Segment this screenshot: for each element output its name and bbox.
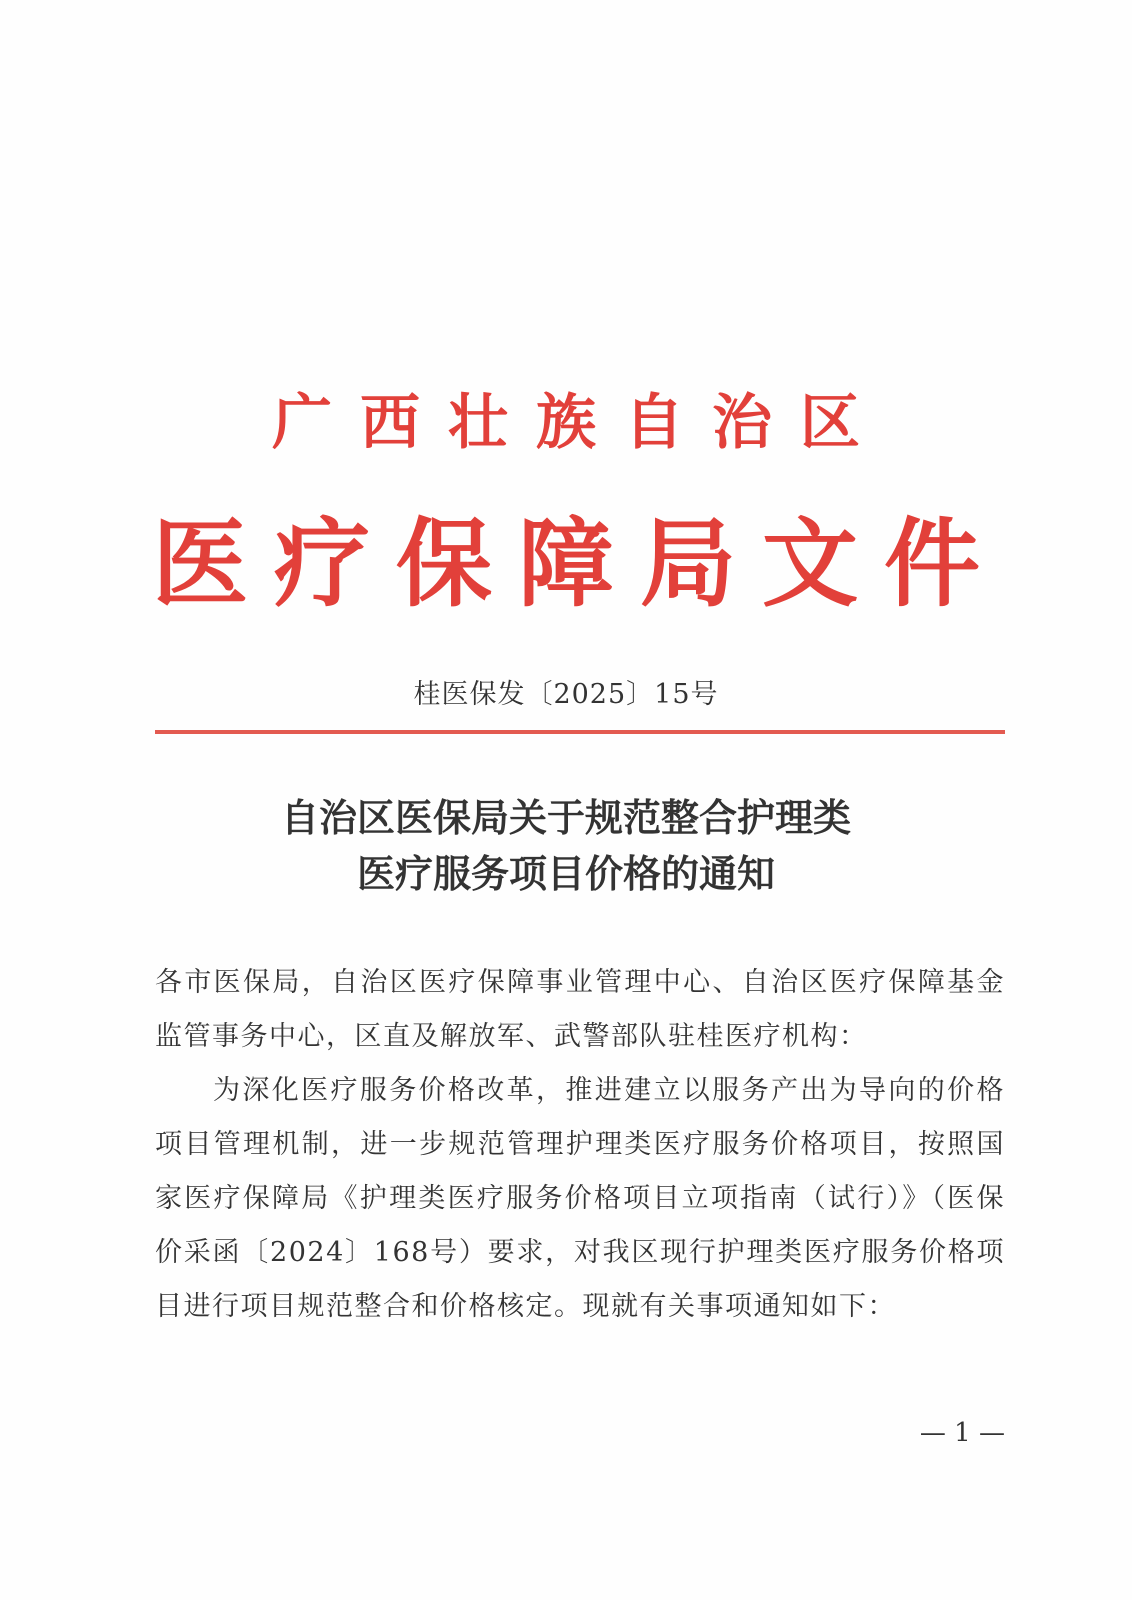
recipients-paragraph: 各市医保局，自治区医疗保障事业管理中心、自治区医疗保障基金监管事务中心，区直及解放军、武警部队驻桂医疗机构：	[155, 967, 1005, 1052]
document-title-line1: 自治区医保局关于规范整合护理类	[280, 795, 851, 840]
body-paragraph-1: 为深化医疗服务价格改革，推进建立以服务产出为导向的价格项目管理机制，进一步规范管理护理类医疗服务价格项目，按照国家医疗保障局《护理类医疗服务价格项目立项指南（试行）》（医保价采函〔2024〕168号）要求，对我区现行护理类医疗服务价格项目进行项目规范整合和价格核定。现就有关事项通知如下：	[155, 1075, 1005, 1322]
document-body	[155, 956, 1005, 1334]
document-number: 桂医保发〔2025〕15号	[413, 679, 719, 710]
page-number: — 1 —	[919, 1418, 1005, 1448]
issuer-name-line2: 医疗保障局文件	[152, 507, 1006, 620]
document-title-line2: 医疗服务项目价格的通知	[356, 851, 775, 896]
document-title	[0, 790, 1132, 902]
red-divider-line	[155, 730, 1005, 734]
issuer-name-line1: 广西壮族自治区	[272, 388, 888, 458]
